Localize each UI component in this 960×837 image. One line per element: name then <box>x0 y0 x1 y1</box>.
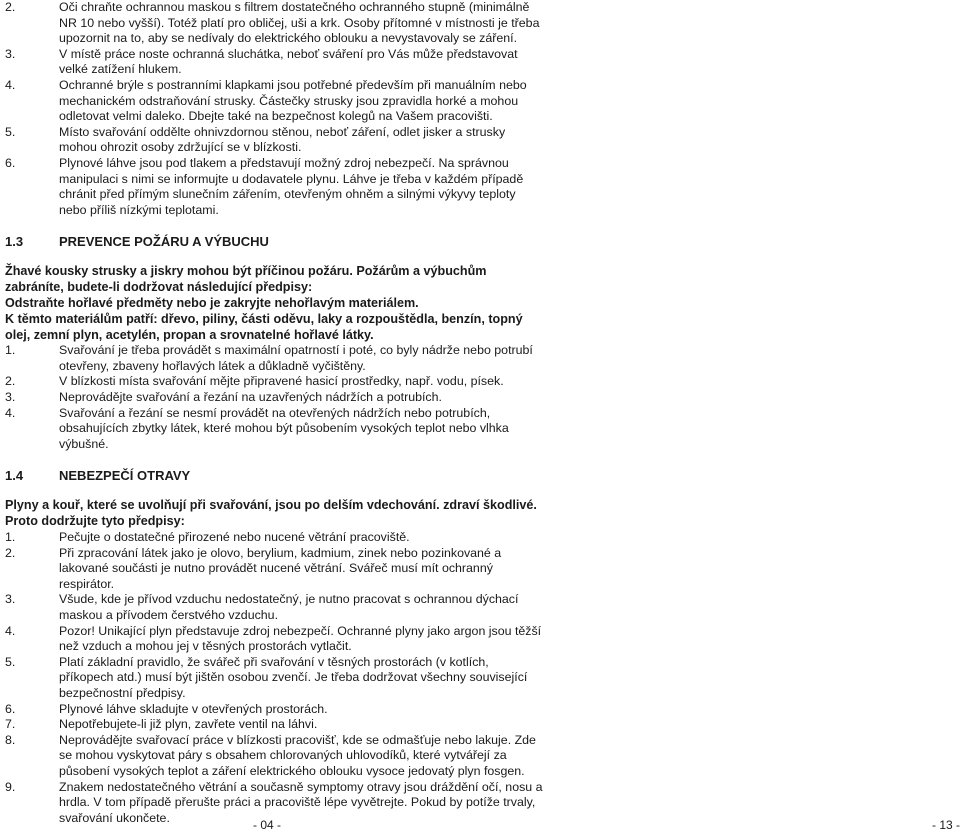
list-item: 6. Plynové láhve skladujte v otevřených prostorách. <box>5 701 328 716</box>
list-item: 1. Svařování je třeba provádět s maximální opatrností i poté, co byly nádrže nebo potrubí otevřeny, zbaveny hořlavých látek a důkladně vyčištěny. <box>5 343 533 373</box>
list-item: 4. Svařování a řezání se nesmí provádět na otevřených nádržích nebo potrubích, obsahujících zbytky látek, které mohou být působením vysokých teplot nebo vlhka výbušné. <box>5 405 509 451</box>
list-item: 6. Plynové láhve jsou pod tlakem a představují možný zdroj nebezpečí. Na správnou manipulaci s nimi se informujte u dodavatele plynu. Láhve je třeba v každém případě chránit před přímým slunečním zářením, otevřeným ohněm a silnými výkyvy teploty nebo příliš nízkými teplotami. <box>5 155 524 217</box>
list-item: 3. Neprovádějte svařování a řezání na uzavřených nádržích a potrubích. <box>5 390 442 405</box>
list-item: 2. Oči chraňte ochrannou maskou s filtrem dostatečného ochranného stupně (minimálně NR 10 nebo vyšší). Totéž platí pro obličej, uši a krk. Osoby přítomné v místnosti je třeba upozornit na to, aby se nedívaly do elektrického oblouku a nevystavovaly se záření. <box>5 0 540 46</box>
list-item: 3. Všude, kde je přívod vzduchu nedostatečný, je nutno pracovat s ochrannou dýchací maskou a přívodem čerstvého vzduchu. <box>5 592 519 623</box>
poisoning-rules-list <box>5 530 940 826</box>
section-heading: 1.4 NEBEZPEČÍ OTRAVY <box>5 468 191 484</box>
list-item: 7. Nepotřebujete-li již plyn, zavřete ventil na láhvi. <box>5 717 318 732</box>
section-intro: Žhavé kousky strusky a jiskry mohou být příčinou požáru. Požárům a výbuchům zabráníte, budete-li dodržovat následující předpisy: Odstraňte hořlavé předměty nebo je zakryjte nehořlavým materiálem. K těmto materiálům patří: dřevo, piliny, části oděvu, laky a rozpouštědla, benzín, topný olej, zemní plyn, acetylén, propan a srovnatelné hořlavé látky. <box>5 264 523 342</box>
section-title: PREVENCE POŽÁRU A VÝBUCHU <box>59 234 269 250</box>
page-number-right: - 13 - <box>932 818 960 832</box>
list-item: 4. Ochranné brýle s postranními klapkami jsou potřebné především při manuálním nebo mechanickém odstraňování strusky. Částečky strusky jsou zpravidla horké a mohou odletovat velmi daleko. Dbejte také na bezpečnost kolegů na Vašem pracovišti. <box>5 77 527 124</box>
section-title: NEBEZPEČÍ OTRAVY <box>59 468 191 484</box>
list-item: 2. Při zpracování látek jako je olovo, berylium, kadmium, zinek nebo pozinkované a lakované součásti je nutno provádět nucené větrání. Svářeč musí mít ochranný respirátor. <box>5 545 502 591</box>
section-intro: Plyny a kouř, které se uvolňují při svařování, jsou po delším vdechování. zdraví škodlivé. Proto dodržujte tyto předpisy: <box>5 498 537 529</box>
list-item: 5. Místo svařování oddělte ohnivzdornou stěnou, neboť záření, odlet jisker a strusky mohou ohrozit osoby zdržující se v blízkosti. <box>5 124 506 155</box>
list-item: 1. Pečujte o dostatečné přirozené nebo nucené větrání pracoviště. <box>5 530 410 545</box>
list-item: 9. Znakem nedostatečného větrání a současně symptomy otravy jsou dráždění očí, nosu a hrdla. V tom případě přerušte práci a pracoviště lépe vyvětrejte. Pokud by potíže trvaly, svařování ukončete. <box>5 779 543 825</box>
list-item: 4. Pozor! Unikající plyn představuje zdroj nebezpečí. Ochranné plyny jako argon jsou těžší než vzduch a mohou jej v těsných prostorách vytlačit. <box>5 623 542 654</box>
list-item: 2. V blízkosti místa svařování mějte připravené hasicí prostředky, např. vodu, písek. <box>5 374 504 389</box>
list-item: 3. V místě práce noste ochranná sluchátka, neboť sváření pro Vás může představovat velké zatížení hlukem. <box>5 46 518 77</box>
fire-rules-list <box>5 343 940 452</box>
page-number-left: - 04 - <box>253 818 282 832</box>
list-item: 8. Neprovádějte svařovací práce v blízkosti pracovišť, kde se odmašťuje nebo lakuje. Zde se mohou vyskytovat páry s obsahem chlorovaných uhlovodíků, které vytvářejí za působení vysokých teplot a záření elektrického oblouku vysoce jedovatý plyn fosgen. <box>5 732 536 778</box>
section-heading: 1.3 PREVENCE POŽÁRU A VÝBUCHU <box>5 234 269 250</box>
list-item: 5. Platí základní pravidlo, že svářeč při svařování v těsných prostorách (v kotlích, příkopech atd.) musí být jištěn osobou zvenčí. Je třeba dodržovat všechny související bezpečnostní předpisy. <box>5 654 528 700</box>
intro-list <box>5 0 940 218</box>
document-page <box>5 0 940 826</box>
